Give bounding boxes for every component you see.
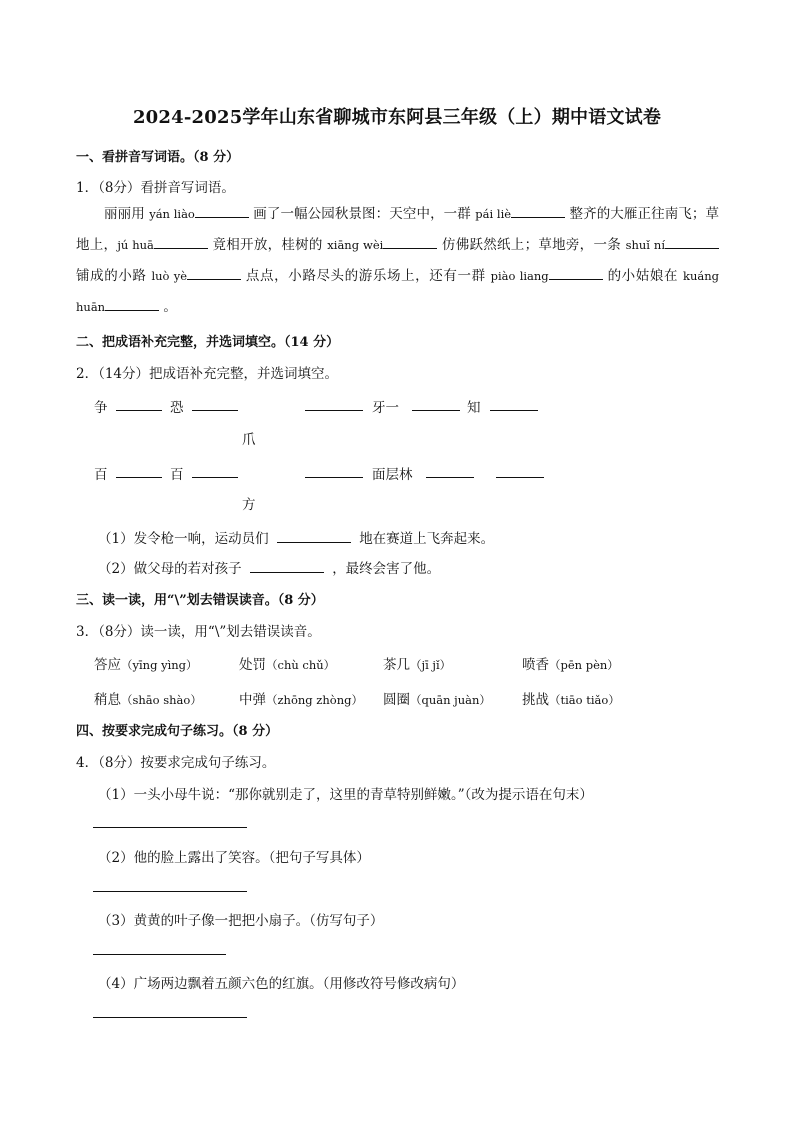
passage-text: 丽丽用 (104, 206, 150, 222)
pinyin-prompt: yán liào (149, 207, 195, 221)
question-4-prompt: 4．（8分）按要求完成句子练习。 (76, 755, 276, 771)
pinyin-prompt: luò yè (151, 269, 188, 283)
answer-blank (511, 205, 565, 218)
idiom-blank (305, 410, 363, 411)
answer-line (93, 891, 247, 892)
idiom-4-char: 百 (94, 467, 108, 483)
question-3-prompt: 3．（8分）读一读，用“\”划去错误读音。 (76, 624, 321, 640)
fill-blank (250, 560, 324, 573)
sentence-task-1: （1）一头小母牛说：“那你就别走了，这里的青草特别鲜嫩。”（改为提示语在句末） (98, 787, 593, 803)
idiom-blank (192, 410, 238, 411)
idiom-blank (116, 477, 162, 478)
pinyin-prompt: piào liang (490, 269, 549, 283)
idiom-5-char-below: 方 (242, 497, 256, 513)
idiom-5-chars: 面层林 (372, 467, 413, 483)
answer-line (93, 954, 226, 955)
idiom-2-chars: 牙一 (372, 400, 399, 416)
answer-blank (665, 236, 719, 249)
fill-sentence-1: （1）发令枪一响，运动员们 地在赛道上飞奔起来。 (98, 531, 495, 547)
idiom-blank (192, 477, 238, 478)
idiom-blank (305, 477, 363, 478)
answer-blank (549, 267, 603, 280)
idiom-blank (116, 410, 162, 411)
idiom-1-char: 恐 (170, 400, 184, 416)
sentence-task-2: （2）他的脸上露出了笑容。（把句子写具体） (98, 850, 370, 866)
passage-text: 铺成的小路 (76, 268, 152, 284)
page-title: 2024-2025学年山东省聊城市东阿县三年级（上）期中语文试卷 (132, 107, 662, 128)
pinyin-prompt: pái liè (475, 207, 512, 221)
section-1-heading: 一、看拼音写词语。（8 分） (76, 150, 240, 165)
answer-line (93, 827, 247, 828)
passage-text: 的小姑娘在 (602, 268, 683, 284)
question-2-prompt: 2．（14分）把成语补充完整，并选词填空。 (76, 366, 339, 382)
passage-text: 整齐的大雁正往南飞；草地上， (76, 206, 719, 253)
question-1-passage (76, 199, 719, 323)
sentence-task-3: （3）黄黄的叶子像一把把小扇子。（仿写句子） (98, 913, 384, 929)
pronunciation-item: 圆圈（quān juàn） (383, 692, 491, 708)
pronunciation-item: 答应（yīng yìng） (94, 657, 198, 673)
pronunciation-item: 处罚（chù chǔ） (239, 657, 336, 673)
answer-line (93, 1017, 247, 1018)
fill-blank (277, 530, 351, 543)
section-2-heading: 二、把成语补充完整，并选词填空。（14 分） (76, 335, 340, 350)
answer-blank (187, 267, 241, 280)
idiom-blank (490, 410, 538, 411)
pinyin-prompt: xiāng wèi (327, 238, 384, 252)
idiom-blank (412, 410, 460, 411)
pinyin-prompt: kuáng huān (76, 269, 719, 314)
idiom-blank (496, 477, 544, 478)
section-4-heading: 四、按要求完成句子练习。（8 分） (76, 724, 279, 739)
idiom-3-char: 知 (467, 400, 481, 416)
answer-blank (105, 298, 159, 311)
answer-blank (383, 236, 437, 249)
fill-sentence-2: （2）做父母的若对孩子 ，最终会害了他。 (98, 561, 441, 577)
pronunciation-item: 茶几（jī jǐ） (383, 657, 452, 673)
question-1-prompt: 1．（8分）看拼音写词语。 (76, 180, 235, 196)
passage-text: 。 (159, 299, 177, 315)
section-3-heading: 三、读一读，用“\”划去错误读音。（8 分） (76, 593, 324, 608)
passage-text: 点点，小路尽头的游乐场上，还有一群 (241, 268, 491, 284)
passage-text: 竟相开放，桂树的 (207, 237, 328, 253)
pronunciation-item: 挑战（tiāo tiǎo） (522, 692, 620, 708)
passage-text: 仿佛跃然纸上；草地旁，一条 (437, 237, 626, 253)
idiom-blank (426, 477, 474, 478)
pinyin-prompt: jú huā (117, 238, 154, 252)
passage-text: 画了一幅公园秋景图：天空中，一群 (248, 206, 476, 222)
answer-blank (154, 236, 208, 249)
pinyin-prompt: shuǐ ní (625, 238, 666, 252)
pronunciation-item: 稍息（shāo shào） (94, 692, 202, 708)
answer-blank (195, 205, 249, 218)
sentence-task-4: （4）广场两边飘着五颜六色的红旗。（用修改符号修改病句） (98, 976, 465, 992)
idiom-4-char: 百 (170, 467, 184, 483)
idiom-1-char: 争 (94, 400, 108, 416)
pronunciation-item: 中弹（zhōng zhòng） (239, 692, 363, 708)
pronunciation-item: 喷香（pēn pèn） (522, 657, 619, 673)
idiom-2-char-below: 爪 (242, 432, 256, 448)
